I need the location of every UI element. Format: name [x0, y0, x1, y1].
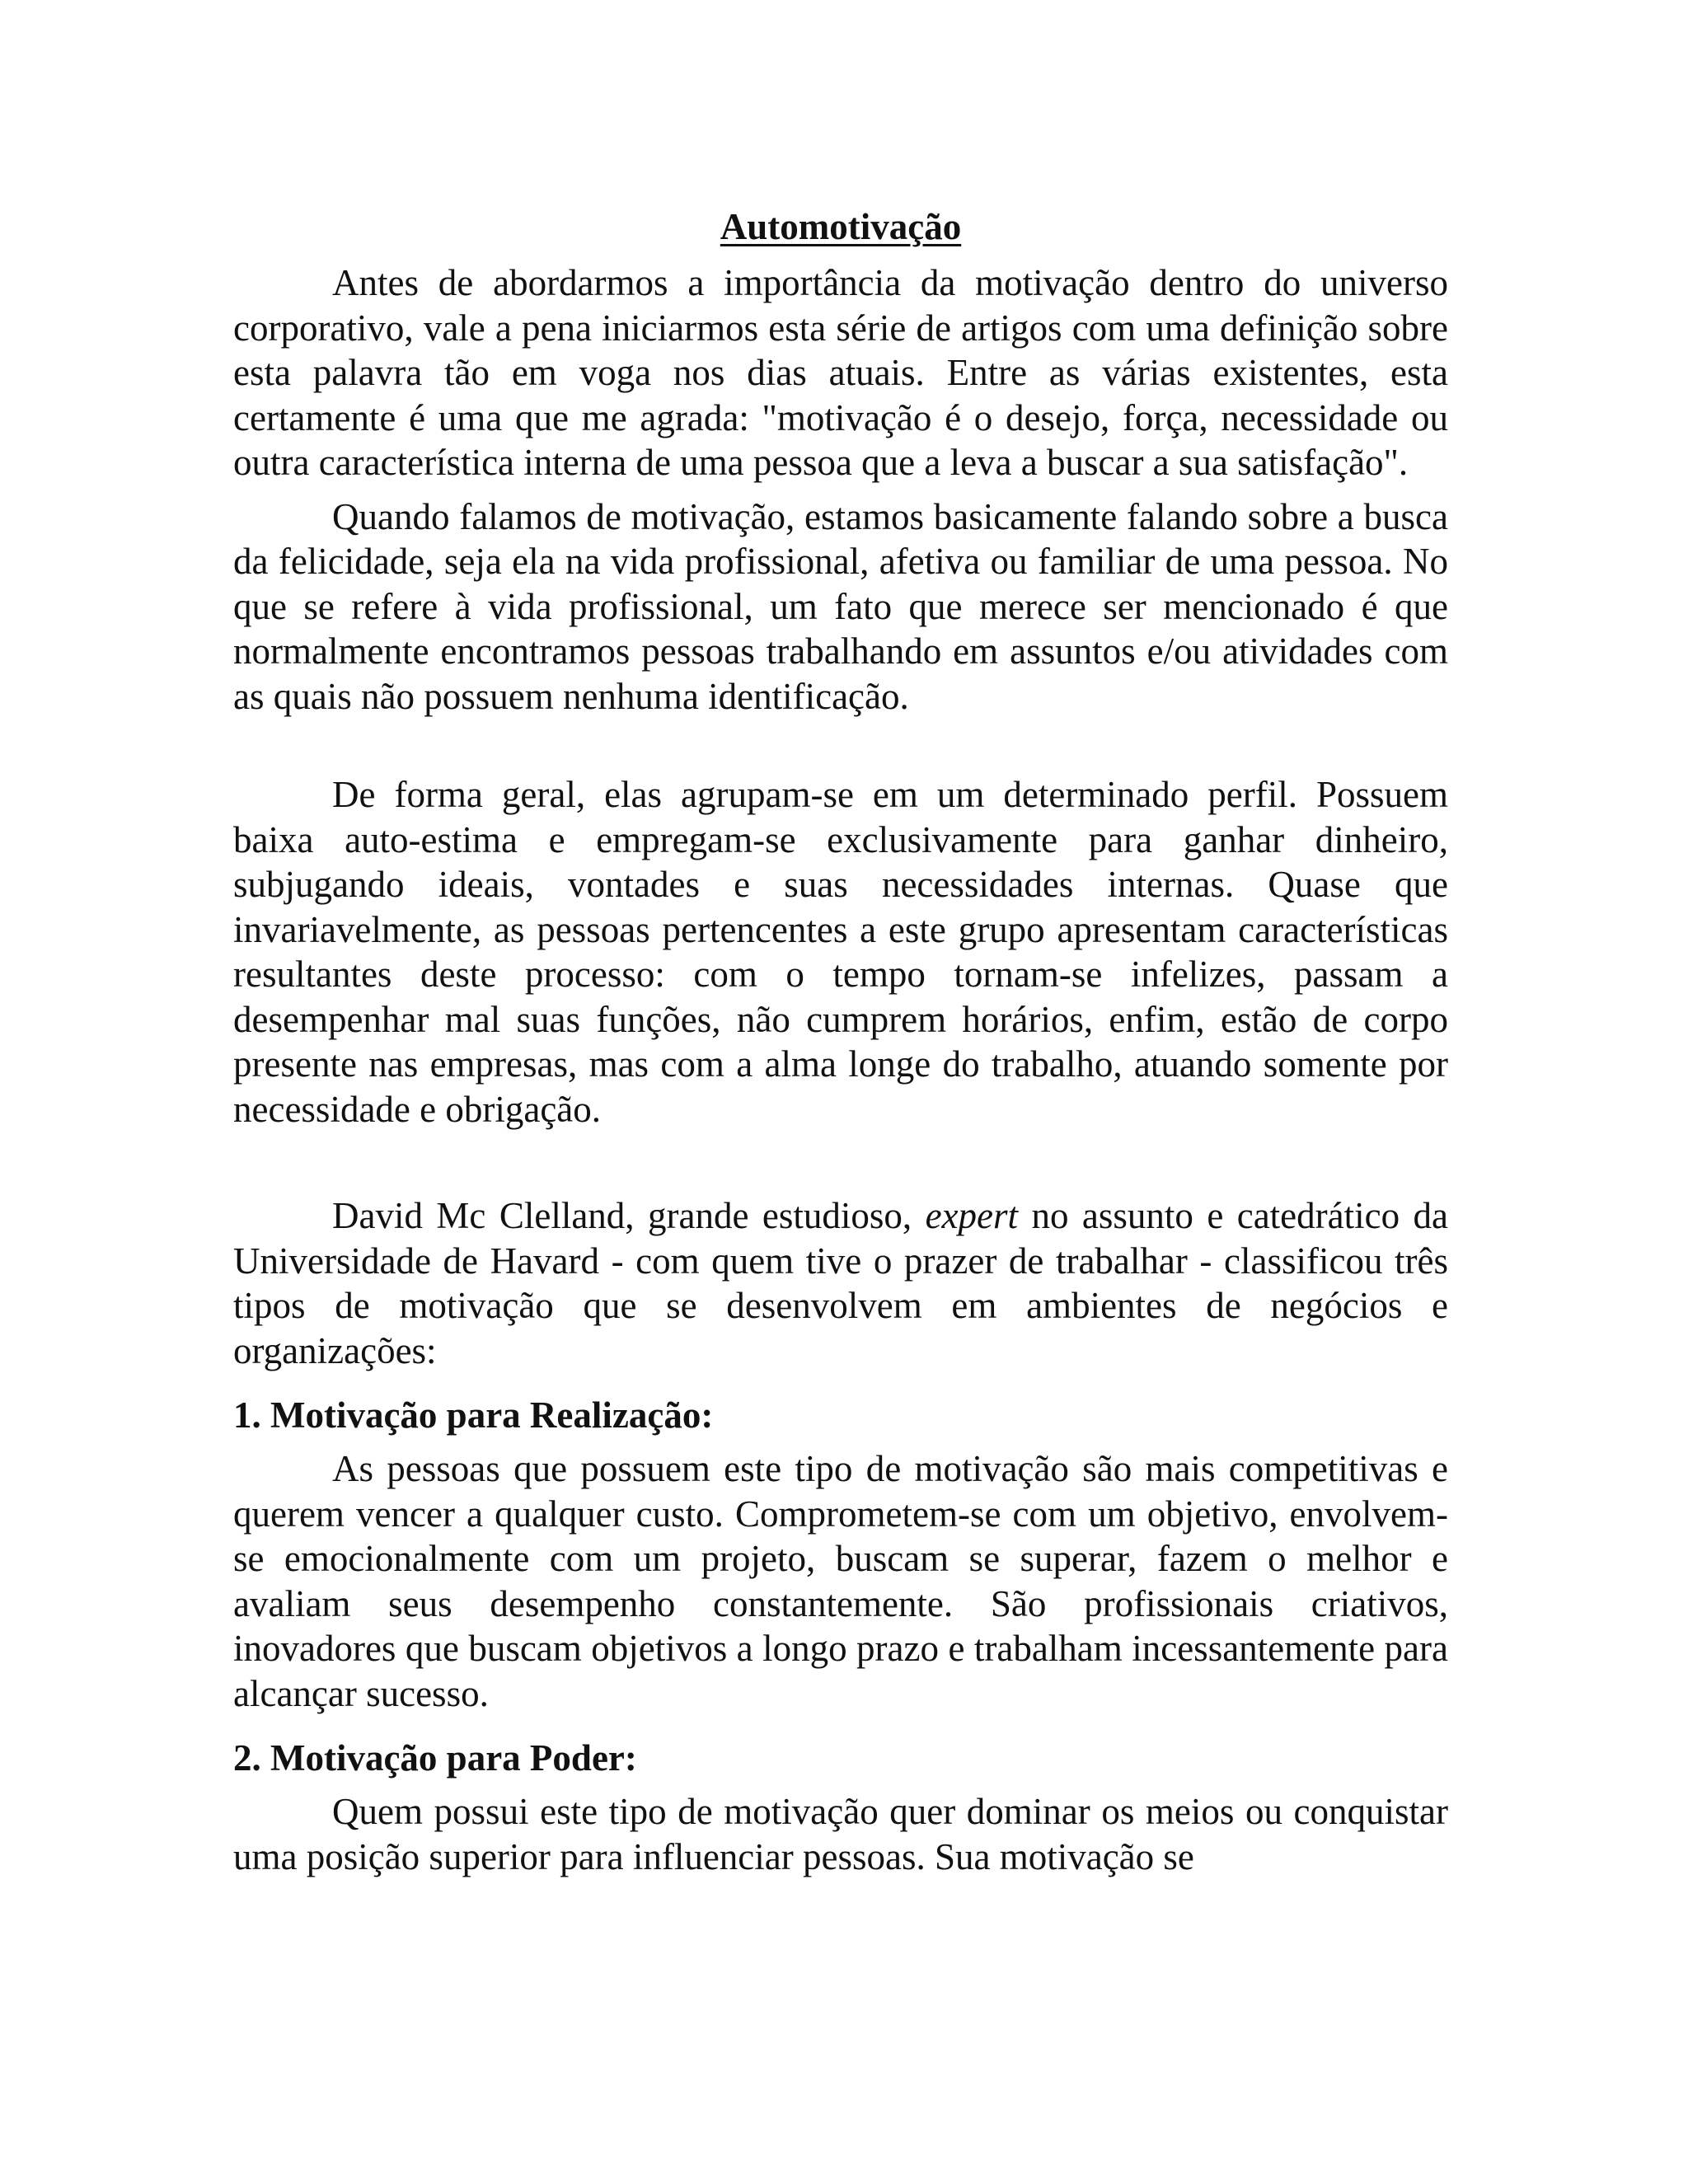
section-heading-poder: 2. Motivação para Poder:	[233, 1737, 637, 1779]
section-text-poder: Quem possui este tipo de motivação quer dominar os meios ou conquistar uma posição superior para influenciar pessoas. Sua motivação se	[233, 1791, 1448, 1877]
document-title: Automotivação	[720, 206, 962, 247]
paragraph-mcclelland-part2: no assunto e catedrático da Universidade de Havard - com quem tive o prazer de trabalhar - classificou três tipos de motivação que se desenvolvem em ambientes de negócios e organizações:	[233, 1195, 1448, 1371]
paragraph-mcclelland-part1: David Mc Clelland, grande estudioso,	[332, 1195, 926, 1236]
paragraph-mcclelland	[233, 1193, 1448, 1373]
emphasis-expert: expert	[925, 1195, 1018, 1236]
section-heading-realizacao: 1. Motivação para Realização:	[233, 1394, 714, 1436]
document-page	[233, 204, 1448, 1879]
paragraph-profile: De forma geral, elas agrupam-se em um determinado perfil. Possuem baixa auto-estima e empregam-se exclusivamente para ganhar dinheiro, subjugando ideais, vontades e suas necessidades internas. Quase que invariavelmente, as pessoas pertencentes a este grupo apresentam características resultantes deste processo: com o tempo tornam-se infelizes, passam a desempenhar mal suas funções, não cumprem horários, enfim, estão de corpo presente nas empresas, mas com a alma longe do trabalho, atuando somente por necessidade e obrigação.	[233, 774, 1448, 1130]
paragraph-definition: Antes de abordarmos a importância da motivação dentro do universo corporativo, vale a pena iniciarmos esta série de artigos com uma definição sobre esta palavra tão em voga nos dias atuais. Entre as várias existentes, esta certamente é uma que me agrada: "motivação é o desejo, força, necessidade ou outra característica interna de uma pessoa que a leva a buscar a sua satisfação".	[233, 262, 1448, 483]
paragraph-happiness: Quando falamos de motivação, estamos basicamente falando sobre a busca da felicidade, seja ela na vida profissional, afetiva ou familiar de uma pessoa. No que se refere à vida profissional, um fato que merece ser mencionado é que normalmente encontramos pessoas trabalhando em assuntos e/ou atividades com as quais não possuem nenhuma identificação.	[233, 495, 1448, 717]
section-text-realizacao: As pessoas que possuem este tipo de motivação são mais competitivas e querem vencer a qualquer custo. Comprometem-se com um objetivo, envolvem-se emocionalmente com um projeto, buscam se superar, fazem o melhor e avaliam seus desempenho constantemente. São profissionais criativos, inovadores que buscam objetivos a longo prazo e trabalham incessantemente para alcançar sucesso.	[233, 1448, 1448, 1714]
